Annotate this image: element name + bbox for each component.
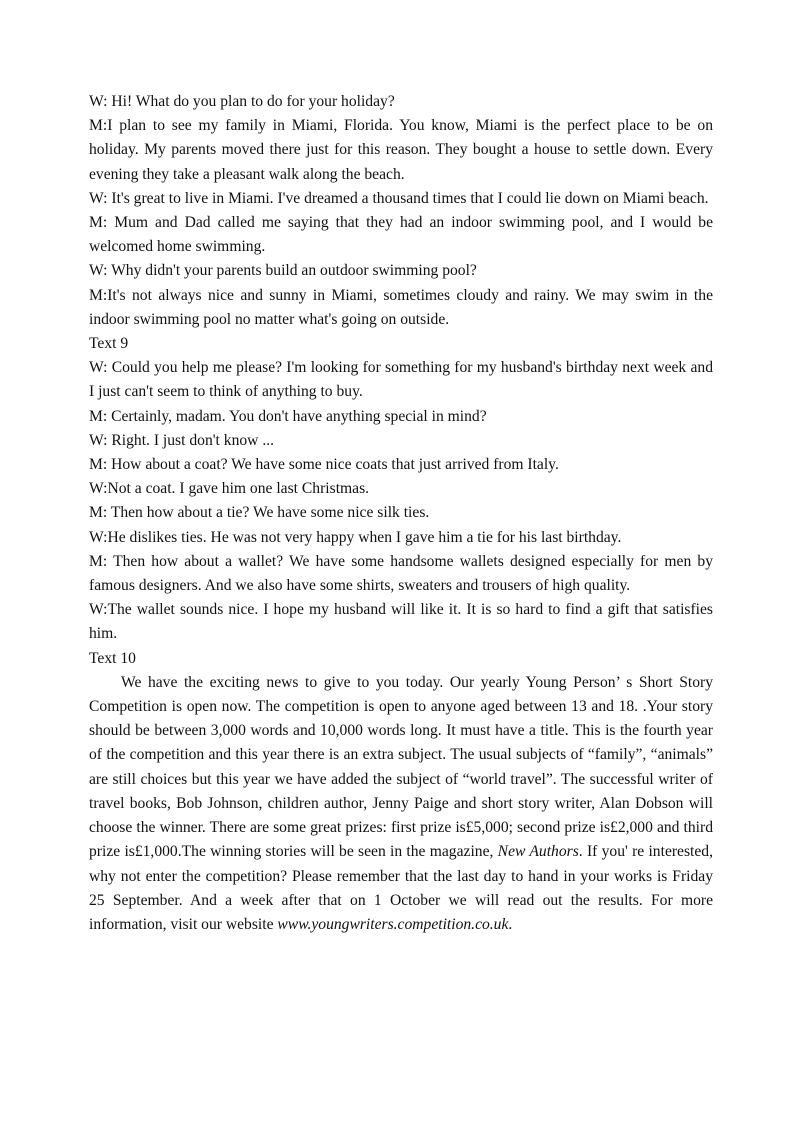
dialogue-line: M:I plan to see my family in Miami, Florida. You know, Miami is the perfect place to be on holiday. My parents moved there just for this reason. They bought a house to settle down. Every evening they take a pleasant walk along the beach. xyxy=(89,117,713,183)
dialogue-line: M: Then how about a wallet? We have some handsome wallets designed especially for men by famous designers. And we also have some shirts, sweaters and trousers of high quality. xyxy=(89,552,713,595)
dialogue-line: W: Hi! What do you plan to do for your holiday? xyxy=(89,93,395,110)
dialogue-line: M: How about a coat? We have some nice coats that just arrived from Italy. xyxy=(89,456,559,474)
dialogue-line: W: Could you help me please? I'm looking for something for my husband's birthday next week and I just can't seem to think of anything to buy. xyxy=(89,359,713,401)
dialogue-line: M: Certainly, madam. You don't have anything special in mind? xyxy=(89,407,487,425)
dialogue-line: W:Not a coat. I gave him one last Christmas. xyxy=(89,480,370,498)
announcement-text: We have the exciting news to give to you today. Our yearly Young Person’ s Short Story Competition is open now. The competition is open to anyone aged between 13 and 18. .Your story should be between 3,000 words and 10,000 words long. It must have a title. This is the fourth year of the competition and this year there is an extra subject. The usual subjects of “family”, “animals” are still choices but this year we have added the subject of “world travel”. The successful writer of travel books, Bob Johnson, children author, Jenny Paige and short story writer, Alan Dobson will choose the winner. There are some great prizes: first prize is£5,000; second prize is£2,000 and third prize is£1,000.The winning stories will be seen in the magazine, xyxy=(89,673,713,861)
dialogue-line: M: Then how about a tie? We have some nice silk ties. xyxy=(89,504,430,522)
dialogue-line: W: Right. I just don't know ... xyxy=(89,431,275,449)
announcement-paragraph xyxy=(89,671,713,937)
dialogue-line: M: Mum and Dad called me saying that they had an indoor swimming pool, and I would be welcomed home swimming. xyxy=(89,214,713,256)
section-heading-text-9: Text 9 xyxy=(89,335,129,353)
magazine-name: New Authors xyxy=(497,843,579,861)
website-link: www.youngwriters.competition.co.uk xyxy=(277,915,509,933)
announcement-text: . If you' re interested, why not enter the competition? Please remember that the last day to hand in your works is Friday 25 September. And a week after that on 1 October we will read out the results. For more information, visit our website xyxy=(89,843,713,933)
dialogue-line: M:It's not always nice and sunny in Miami, sometimes cloudy and rainy. We may swim in the indoor swimming pool no matter what's going on outside. xyxy=(89,286,713,328)
document-page xyxy=(89,90,713,937)
announcement-text: . xyxy=(508,915,513,933)
section-heading-text-10: Text 10 xyxy=(89,649,136,667)
dialogue-line: W:He dislikes ties. He was not very happy when I gave him a tie for his last birthday. xyxy=(89,528,622,546)
dialogue-line: W:The wallet sounds nice. I hope my husband will like it. It is so hard to find a gift that satisfies him. xyxy=(89,601,713,643)
dialogue-line: W: Why didn't your parents build an outdoor swimming pool? xyxy=(89,262,477,280)
dialogue-line: W: It's great to live in Miami. I've dreamed a thousand times that I could lie down on Miami beach. xyxy=(89,189,709,207)
